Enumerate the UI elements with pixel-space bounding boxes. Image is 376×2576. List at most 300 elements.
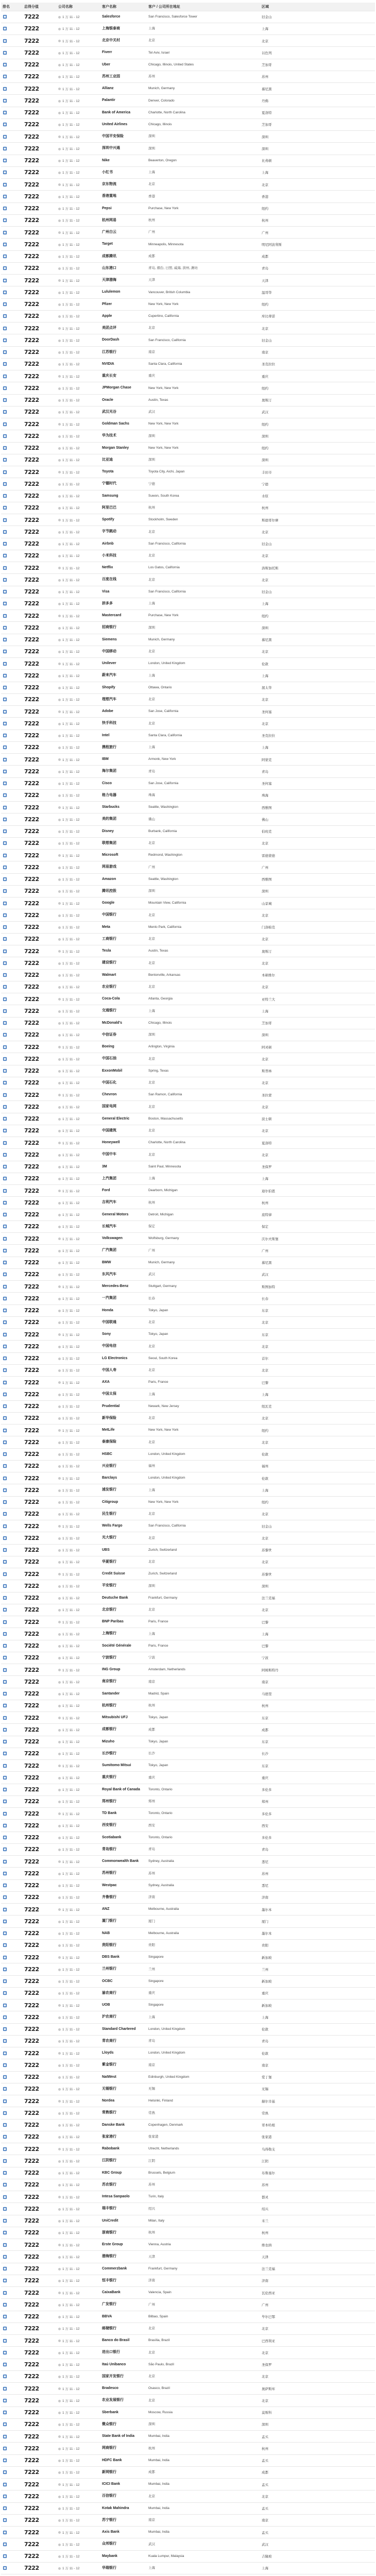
score-cell: 7222 [23,574,57,586]
region-cell: 青岛 [260,766,375,777]
period-text: 1 万 11 - 12 [62,338,80,343]
score-cell: 7222 [23,526,57,538]
table-row [1,538,375,550]
client-name: 小红书 [100,166,147,178]
table-row [1,526,375,538]
region-cell: 深圳 [260,143,375,155]
table-row [1,1185,375,1197]
table-row [1,1425,375,1436]
score-cell: 7222 [23,825,57,837]
period-cell [57,2431,100,2443]
rank-icon [3,2075,7,2079]
period-cell [57,562,100,574]
status-dot-icon [58,2016,61,2019]
region-cell: 深圳 [260,1580,375,1592]
rank-cell [1,47,23,59]
table-row [1,394,375,406]
period-text: 1 万 11 - 12 [62,1884,80,1888]
region-cell: 丹佛 [260,95,375,107]
region-cell: 重庆 [260,370,375,382]
period-text: 1 万 11 - 12 [62,434,80,438]
status-dot-icon [58,2160,61,2163]
client-address: Zurich, Switzerland [147,1544,260,1556]
period-text: 1 万 11 - 12 [62,2387,80,2391]
rank-cell [1,1089,23,1101]
rank-cell [1,1916,23,1927]
client-address: London, United Kingdom [147,1472,260,1484]
score-cell: 7222 [23,1916,57,1927]
region-cell: 斯德哥尔摩 [260,514,375,526]
rank-icon [3,1775,7,1780]
rank-cell [1,1185,23,1197]
period-text: 1 万 11 - 12 [62,1680,80,1684]
status-dot-icon [58,914,61,917]
client-name: 中国移动 [100,646,147,657]
period-text: 1 万 11 - 12 [62,1153,80,1157]
status-dot-icon [58,363,61,366]
rank-cell [1,2083,23,2095]
period-cell [57,2143,100,2155]
period-cell [57,179,100,191]
score-cell: 7222 [23,741,57,753]
rank-icon [3,2171,7,2175]
table-row [1,1484,375,1496]
status-dot-icon [58,1106,61,1109]
rank-cell [1,2347,23,2359]
status-dot-icon [58,208,61,210]
region-cell: 奥斯汀 [260,394,375,406]
score-cell: 7222 [23,897,57,909]
table-row [1,646,375,657]
client-name: 快手科技 [100,718,147,730]
period-cell [57,1257,100,1268]
period-text: 1 万 11 - 12 [62,1572,80,1577]
score-cell: 7222 [23,1832,57,1843]
client-address: Seattle, Washington [147,802,260,814]
score-cell: 7222 [23,2095,57,2107]
status-dot-icon [58,819,61,821]
rank-cell [1,1568,23,1580]
client-name: 长城汽车 [100,1221,147,1232]
period-text: 1 万 11 - 12 [62,195,80,199]
period-cell [57,1388,100,1400]
period-text: 1 万 11 - 12 [62,2375,80,2379]
client-address: 深圳 [147,430,260,442]
period-text: 1 万 11 - 12 [62,1237,80,1241]
client-name: Banco do Brasil [100,2335,147,2347]
status-dot-icon [58,1381,61,1384]
period-text: 1 万 11 - 12 [62,2004,80,2008]
period-cell [57,993,100,1005]
rank-cell [1,490,23,502]
status-dot-icon [58,1777,61,1780]
client-name: 中国太保 [100,1388,147,1400]
rank-icon [3,685,7,690]
status-dot-icon [58,794,61,797]
client-name: State Bank of India [100,2431,147,2443]
client-name: 吉利汽车 [100,1197,147,1209]
client-address: 北京 [147,2490,260,2502]
period-cell [57,2095,100,2107]
region-cell: 新加坡 [260,1975,375,1987]
rank-icon [3,2362,7,2367]
status-dot-icon [58,2088,61,2091]
score-cell: 7222 [23,622,57,634]
score-cell: 7222 [23,2347,57,2359]
status-dot-icon [58,1358,61,1360]
region-cell: 济南 [260,2275,375,2286]
period-text: 1 万 11 - 12 [62,2399,80,2403]
score-cell: 7222 [23,1532,57,1544]
region-cell: 东京 [260,1304,375,1316]
table-row [1,993,375,1005]
score-cell: 7222 [23,275,57,286]
client-address: 杭州 [147,2443,260,2454]
table-row [1,166,375,178]
period-text: 1 万 11 - 12 [62,2159,80,2163]
period-cell [57,2406,100,2418]
rank-icon [3,398,7,402]
period-text: 1 万 11 - 12 [62,2219,80,2224]
period-text: 1 万 11 - 12 [62,830,80,834]
client-address: 北京 [147,2323,260,2334]
score-cell: 7222 [23,2490,57,2502]
status-dot-icon [58,1369,61,1372]
score-cell: 7222 [23,1053,57,1065]
status-dot-icon [58,902,61,905]
score-cell: 7222 [23,1676,57,1688]
period-cell [57,442,100,454]
period-cell [57,1293,100,1304]
score-cell: 7222 [23,2323,57,2334]
table-row [1,969,375,981]
region-cell: 青岛 [260,1843,375,1855]
region-cell: 斯普林 [260,1065,375,1077]
client-name: Tesla [100,945,147,957]
period-cell [57,1472,100,1484]
rank-cell [1,2251,23,2263]
client-name: ING Group [100,1664,147,1676]
rank-icon [3,997,7,1002]
period-text: 1 万 11 - 12 [62,1057,80,1061]
score-cell: 7222 [23,2275,57,2286]
score-cell: 7222 [23,1400,57,1412]
score-cell: 7222 [23,2263,57,2275]
client-address: Austin, Texas [147,394,260,406]
rank-icon [3,2051,7,2056]
table-row [1,850,375,861]
client-name: 农业发展银行 [100,2395,147,2406]
table-row [1,562,375,574]
region-cell: 以色列 [260,47,375,59]
status-dot-icon [58,2400,61,2402]
score-cell: 7222 [23,1843,57,1855]
period-text: 1 万 11 - 12 [62,2136,80,2140]
rank-icon [3,2350,7,2355]
period-cell [57,214,100,226]
status-dot-icon [58,1298,61,1300]
client-address: 佛山 [147,814,260,825]
client-address: 上海 [147,741,260,753]
rank-icon [3,1955,7,1960]
score-cell: 7222 [23,861,57,873]
score-cell: 7222 [23,1388,57,1400]
score-cell: 7222 [23,658,57,670]
client-name: NatWest [100,2071,147,2083]
score-cell: 7222 [23,502,57,514]
rank-icon [3,194,7,199]
rank-icon [3,949,7,954]
client-name: 华为技术 [100,430,147,442]
status-dot-icon [58,1154,61,1157]
period-cell [57,1137,100,1149]
rank-icon [3,470,7,474]
score-cell: 7222 [23,1041,57,1053]
client-address: 青岛 [147,2035,260,2047]
period-cell [57,1508,100,1520]
table-row [1,802,375,814]
region-cell: 山景城 [260,897,375,909]
rank-icon [3,2542,7,2547]
period-text: 1 万 11 - 12 [62,375,80,379]
status-dot-icon [58,2136,61,2139]
client-name: Meta [100,921,147,933]
region-cell: 南京 [260,2514,375,2526]
status-dot-icon [58,2471,61,2474]
client-address: 北京 [147,1508,260,1520]
client-address: 长沙 [147,1748,260,1759]
client-name: OCBC [100,1975,147,1987]
client-name: HSBC [100,1448,147,1460]
period-cell [57,2562,100,2574]
client-name: 中国石油 [100,1053,147,1065]
period-cell [57,741,100,753]
table-row [1,945,375,957]
client-name: Unilever [100,658,147,670]
period-cell [57,1843,100,1855]
period-text: 1 万 11 - 12 [62,482,80,486]
client-address: 深圳 [147,885,260,897]
region-cell: 上海 [260,741,375,753]
table-row [1,1448,375,1460]
period-cell [57,2023,100,2035]
period-cell [57,59,100,71]
period-text: 1 万 11 - 12 [62,866,80,870]
region-cell: 重庆 [260,1987,375,1999]
table-row [1,2143,375,2155]
client-address: Valencia, Spain [147,2287,260,2299]
region-cell: 巴黎 [260,1377,375,1388]
rank-cell [1,873,23,885]
period-cell [57,2479,100,2490]
period-text: 1 万 11 - 12 [62,1177,80,1181]
status-dot-icon [58,806,61,809]
status-dot-icon [58,1789,61,1791]
table-row [1,2479,375,2490]
score-cell: 7222 [23,1556,57,1568]
rank-icon [3,925,7,929]
table-row [1,1916,375,1927]
rank-cell [1,1053,23,1065]
client-address: Seattle, Washington [147,873,260,885]
status-dot-icon [58,2148,61,2150]
period-text: 1 万 11 - 12 [62,806,80,810]
client-address: Frankfurt, Germany [147,2263,260,2275]
period-text: 1 万 11 - 12 [62,2291,80,2295]
score-cell: 7222 [23,202,57,214]
client-name: CaixaBank [100,2287,147,2299]
rank-icon [3,2266,7,2271]
period-text: 1 万 11 - 12 [62,1632,80,1636]
rank-icon [3,218,7,223]
status-dot-icon [58,2076,61,2079]
rank-icon [3,1859,7,1864]
rank-icon [3,1500,7,1504]
score-cell: 7222 [23,562,57,574]
client-name: Samsung [100,490,147,502]
table-row [1,730,375,741]
client-name: Prudential [100,1400,147,1412]
region-cell: 慕尼黑 [260,634,375,646]
table-row [1,143,375,155]
rank-icon [3,1931,7,1936]
period-cell [57,310,100,322]
client-address: 重庆 [147,1987,260,1999]
score-cell: 7222 [23,1197,57,1209]
region-cell: 北京 [260,323,375,334]
table-row [1,1652,375,1664]
status-dot-icon [58,2064,61,2067]
client-address: 北京 [147,2370,260,2382]
rank-cell [1,837,23,849]
region-cell: 法兰克福 [260,2263,375,2275]
client-address: 上海 [147,670,260,682]
table-row [1,2395,375,2406]
status-dot-icon [58,2220,61,2223]
period-cell [57,1795,100,1807]
table-row [1,1724,375,1736]
rank-cell [1,478,23,490]
status-dot-icon [58,1525,61,1528]
client-address: Mumbai, India [147,2431,260,2443]
client-name: 厦门银行 [100,1916,147,1927]
status-dot-icon [58,1118,61,1121]
table-row [1,239,375,250]
client-address: Paris, France [147,1377,260,1388]
header-address: 客户 / 公司所在地址 [147,3,260,11]
client-name: 百信银行 [100,2490,147,2502]
rank-icon [3,578,7,582]
table-row [1,47,375,59]
client-address: 深圳 [147,1580,260,1592]
period-text: 1 万 11 - 12 [62,1440,80,1445]
rank-icon [3,1835,7,1840]
rank-cell [1,658,23,670]
rank-cell [1,2527,23,2538]
client-name: 阿里巴巴 [100,502,147,514]
score-cell: 7222 [23,634,57,646]
score-cell: 7222 [23,1544,57,1556]
region-cell: 武汉 [260,2538,375,2550]
status-dot-icon [58,2519,61,2522]
client-name: Lululemon [100,286,147,298]
rank-cell [1,682,23,693]
score-cell: 7222 [23,1377,57,1388]
period-text: 1 万 11 - 12 [62,2207,80,2211]
region-cell: 宁波 [260,1652,375,1664]
region-cell: 夏洛特 [260,1137,375,1149]
table-row [1,118,375,130]
table-row [1,2179,375,2191]
status-dot-icon [58,579,61,582]
region-cell: 上海 [260,1628,375,1640]
region-cell: 上海 [260,1173,375,1184]
table-row [1,1161,375,1173]
status-dot-icon [58,219,61,222]
table-row [1,981,375,993]
rank-cell [1,2227,23,2239]
client-address: Tokyo, Japan [147,1712,260,1724]
client-name: 微众银行 [100,2418,147,2430]
status-dot-icon [58,292,61,294]
period-text: 1 万 11 - 12 [62,1249,80,1253]
period-text: 1 万 11 - 12 [62,1093,80,1097]
rank-icon [3,230,7,235]
period-cell [57,1448,100,1460]
score-cell: 7222 [23,454,57,466]
rank-icon [3,1572,7,1577]
score-cell: 7222 [23,1352,57,1364]
period-cell [57,1688,100,1700]
period-text: 1 万 11 - 12 [62,1716,80,1720]
region-cell: 乌得勒支 [260,2143,375,2155]
table-row [1,1568,375,1580]
period-text: 1 万 11 - 12 [62,1465,80,1469]
rank-cell [1,2239,23,2251]
client-name: 广汽集团 [100,1245,147,1257]
score-cell: 7222 [23,442,57,454]
rank-icon [3,14,7,19]
table-row [1,370,375,382]
client-name: 武汉光谷 [100,406,147,418]
region-cell: 孟买 [260,2431,375,2443]
period-cell [57,2287,100,2299]
rank-icon [3,913,7,918]
period-text: 1 万 11 - 12 [62,614,80,618]
client-address: Melbourne, Australia [147,1927,260,1939]
period-cell [57,1377,100,1388]
client-name: Commonwealth Bank [100,1856,147,1868]
client-name: Goldman Sachs [100,418,147,430]
period-cell [57,1760,100,1772]
score-cell: 7222 [23,310,57,322]
client-address: San Francisco, California [147,586,260,598]
client-name: Amazon [100,873,147,885]
period-text: 1 万 11 - 12 [62,386,80,391]
client-name: 浙商银行 [100,2227,147,2239]
period-cell [57,706,100,718]
period-text: 1 万 11 - 12 [62,1524,80,1529]
rank-cell [1,921,23,933]
period-cell [57,718,100,730]
period-text: 1 万 11 - 12 [62,1704,80,1708]
rank-cell [1,1425,23,1436]
client-address: 上海 [147,1628,260,1640]
rank-cell [1,2287,23,2299]
status-dot-icon [58,160,61,162]
client-address: Santa Clara, California [147,730,260,741]
table-row [1,2263,375,2275]
